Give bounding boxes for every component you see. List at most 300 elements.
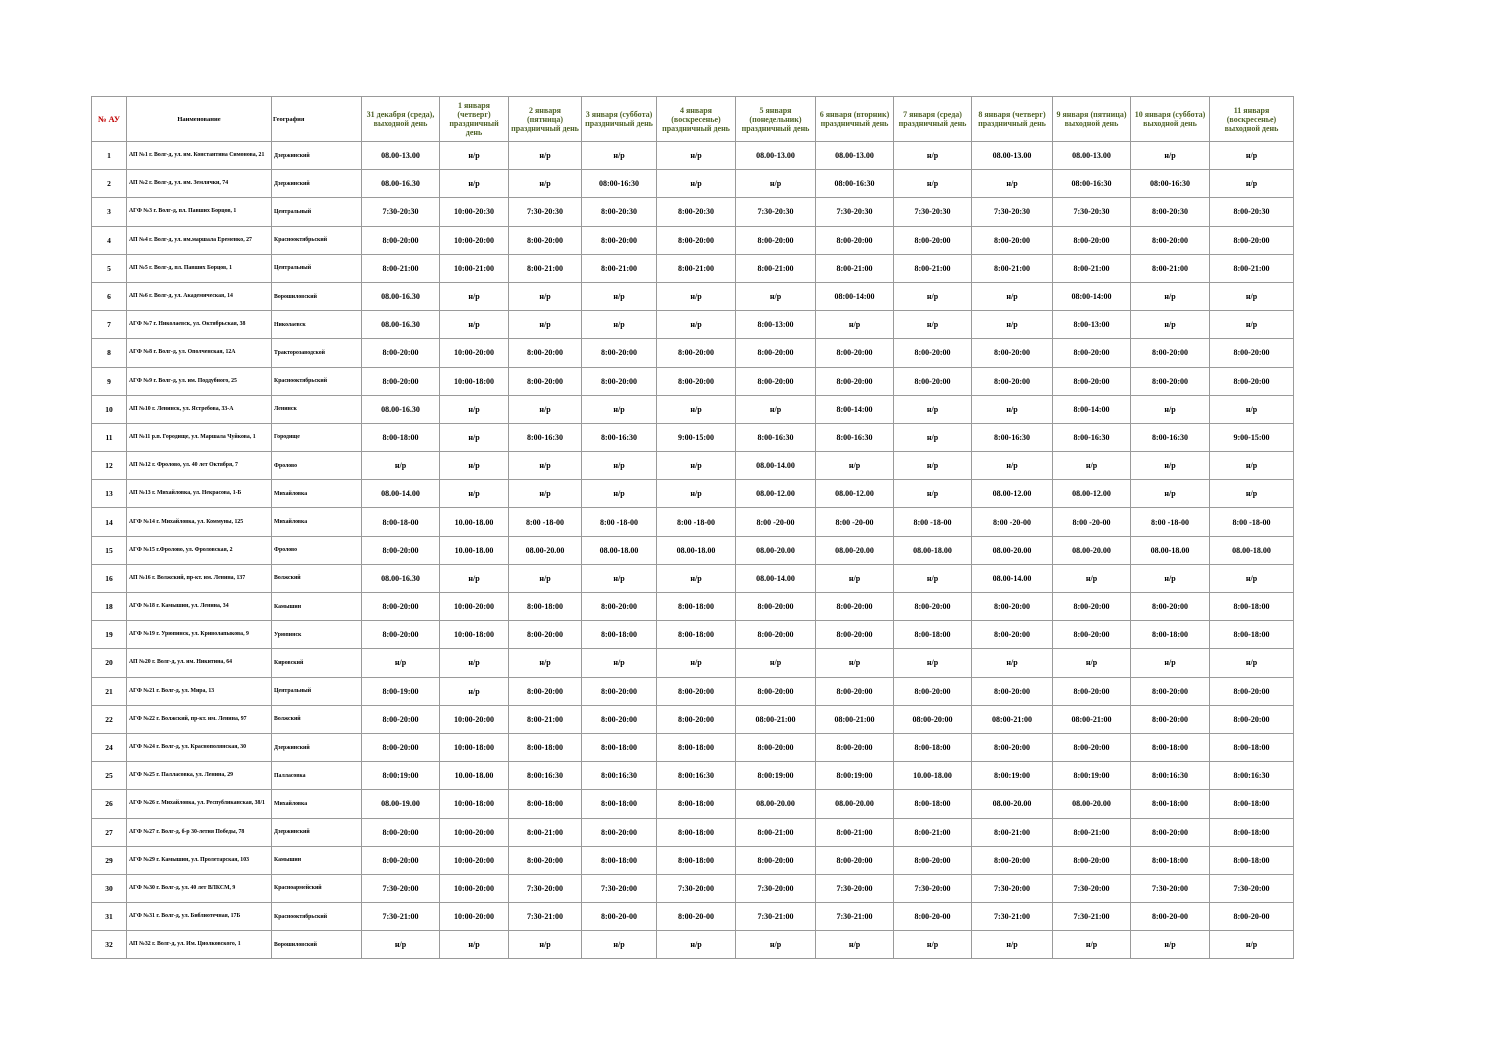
hours-cell: 8:00:19:00 [1053,762,1131,790]
row-number: 13 [92,480,127,508]
hours-cell: н/р [582,452,657,480]
hours-cell: н/р [1210,395,1294,423]
hours-cell: 8:00-20:00 [894,846,972,874]
hours-cell: 8:00-20:00 [1131,226,1210,254]
hours-cell: 9:00-15:00 [1210,423,1294,451]
hours-cell: н/р [582,395,657,423]
pharmacy-name: АГФ №31 г. Волг-д, ул. Библиотечная, 17Б [127,903,272,931]
hours-cell: 8:00-20:00 [1210,677,1294,705]
header-day: 4 января (воскресенье) праздничный день [657,97,736,142]
hours-cell: 8:00-20:00 [582,677,657,705]
hours-cell: 8:00-21:00 [972,818,1053,846]
hours-cell: 8:00-18:00 [1131,790,1210,818]
hours-cell: 8:00-20:00 [736,226,816,254]
hours-cell: н/р [894,564,972,592]
hours-cell: н/р [362,649,440,677]
hours-cell: 8:00 -20-00 [1053,508,1131,536]
hours-cell: 8:00-20:00 [509,677,582,705]
hours-cell: 9:00-15:00 [657,423,736,451]
row-number: 12 [92,452,127,480]
hours-cell: н/р [972,649,1053,677]
hours-cell: н/р [509,564,582,592]
hours-cell: 8:00:16:30 [1131,762,1210,790]
row-number: 31 [92,903,127,931]
hours-cell: 8:00-20-00 [1131,903,1210,931]
hours-cell: 8:00-21:00 [894,254,972,282]
hours-cell: 8:00-20:00 [972,846,1053,874]
hours-cell: 8:00-20:00 [362,593,440,621]
hours-cell: 8:00-20:00 [1131,339,1210,367]
district: Фролово [272,536,362,564]
hours-cell: 8:00-20:30 [582,198,657,226]
hours-cell: н/р [894,170,972,198]
hours-cell: 08.00-20.00 [1053,536,1131,564]
hours-cell: 8:00-18:00 [657,593,736,621]
hours-cell: н/р [1131,311,1210,339]
pharmacy-name: АП №10 г. Ленинск, ул. Ястребова, 33-А [127,395,272,423]
district: Краснооктябрьский [272,903,362,931]
hours-cell: 08:00-21:00 [972,705,1053,733]
hours-cell: н/р [440,395,509,423]
hours-cell: 08.00-12.00 [972,480,1053,508]
hours-cell: 8:00-20:00 [972,226,1053,254]
hours-cell: 7:30-20:00 [657,874,736,902]
district: Краснооктябрьский [272,226,362,254]
table-row [92,677,1294,705]
hours-cell: 8:00-20:30 [1210,198,1294,226]
pharmacy-name: АП №1 г. Волг-д, ул. им. Константина Симонова, 21 [127,142,272,170]
hours-cell: 8:00-13:00 [1053,311,1131,339]
hours-cell: 8:00-20:00 [736,339,816,367]
hours-cell: 8:00-20:00 [1053,677,1131,705]
hours-cell: н/р [509,170,582,198]
hours-cell: 08:00-16:30 [582,170,657,198]
header-num: № АУ [92,97,127,142]
hours-cell: 8:00-14:00 [816,395,894,423]
hours-cell: 8:00-18:00 [362,423,440,451]
hours-cell: 08.00-16.30 [362,311,440,339]
hours-cell: н/р [894,452,972,480]
hours-cell: 8:00-20:00 [362,846,440,874]
hours-cell: 8:00-18:00 [1210,818,1294,846]
hours-cell: 8:00-18:00 [1131,733,1210,761]
hours-cell: н/р [972,170,1053,198]
hours-cell: 8:00:16:30 [582,762,657,790]
hours-cell: 8:00-20:00 [816,226,894,254]
hours-cell: н/р [509,480,582,508]
hours-cell: 8:00-20:00 [657,705,736,733]
hours-cell: 8:00-18:00 [1210,790,1294,818]
hours-cell: 8:00-20:00 [1053,339,1131,367]
hours-cell: 8:00:19:00 [816,762,894,790]
hours-cell: 8:00-20:00 [736,593,816,621]
hours-cell: 08.00-20.00 [972,790,1053,818]
hours-cell: 7:30-20:30 [972,198,1053,226]
hours-cell: 7:30-21:00 [362,903,440,931]
district: Дзержинский [272,818,362,846]
hours-cell: н/р [509,395,582,423]
hours-cell: н/р [509,282,582,310]
pharmacy-name: АП №20 г. Волг-д, ул. им. Никитина, 64 [127,649,272,677]
hours-cell: 8:00-16:30 [972,423,1053,451]
hours-cell: 8:00-18:00 [657,733,736,761]
hours-cell: 8:00-20:00 [816,593,894,621]
hours-cell: 8:00-20:00 [509,226,582,254]
hours-cell: 8:00-20:00 [1131,593,1210,621]
pharmacy-name: АГФ №9 г. Волг-д, ул. им. Поддубного, 25 [127,367,272,395]
hours-cell: 10:00-21:00 [440,254,509,282]
hours-cell: 8:00-21:00 [894,818,972,846]
table-row [92,142,1294,170]
table-header [92,97,1294,142]
hours-cell: 8:00-20:00 [1053,367,1131,395]
table-row [92,198,1294,226]
hours-cell: 10.00-18.00 [440,508,509,536]
hours-cell: 8:00-21:00 [816,254,894,282]
district: Ворошиловский [272,282,362,310]
hours-cell: 08.00-13.00 [816,142,894,170]
hours-cell: н/р [894,311,972,339]
district: Николаевск [272,311,362,339]
hours-cell: 10:00-20:00 [440,818,509,846]
table-row [92,254,1294,282]
district: Центральный [272,677,362,705]
hours-cell: 8:00:16:30 [509,762,582,790]
hours-cell: н/р [509,649,582,677]
district: Палласовка [272,762,362,790]
district: Дзержинский [272,142,362,170]
schedule-table [91,96,1294,959]
row-number: 15 [92,536,127,564]
hours-cell: н/р [736,170,816,198]
hours-cell: 8:00-21:00 [657,254,736,282]
hours-cell: 10:00-20:00 [440,339,509,367]
hours-cell: 8:00-18:00 [582,846,657,874]
hours-cell: н/р [1131,649,1210,677]
hours-cell: 8:00-20:00 [362,339,440,367]
hours-cell: 8:00-20:00 [894,339,972,367]
hours-cell: 08:00-21:00 [736,705,816,733]
table-row [92,452,1294,480]
hours-cell: 8:00-21:00 [1053,818,1131,846]
hours-cell: 8:00-20:00 [1053,226,1131,254]
pharmacy-name: АГФ №24 г. Волг-д, ул. Краснополянская, 30 [127,733,272,761]
hours-cell: 10:00-18:00 [440,367,509,395]
hours-cell: 10:00-18:00 [440,621,509,649]
hours-cell: 8:00-20:00 [657,677,736,705]
hours-cell: 8:00-21:00 [972,254,1053,282]
pharmacy-name: АГФ №27 г. Волг-д, б-р 30-летия Победы, 78 [127,818,272,846]
row-number: 2 [92,170,127,198]
table-row [92,226,1294,254]
pharmacy-name: АГФ №3 г. Волг-д, пл. Павших Борцов, 1 [127,198,272,226]
hours-cell: 08.00-16.30 [362,282,440,310]
hours-cell: 8:00-16:30 [736,423,816,451]
hours-cell: н/р [1210,282,1294,310]
hours-cell: 8:00-20:00 [736,733,816,761]
pharmacy-name: АГФ №19 г. Урюпинск, ул. Криволапыкова, 9 [127,621,272,649]
table-row [92,282,1294,310]
district: Волжский [272,705,362,733]
hours-cell: 8:00-20:00 [1210,226,1294,254]
hours-cell: 8:00-18:00 [1210,846,1294,874]
hours-cell: н/р [582,931,657,959]
hours-cell: 10:00-20:00 [440,593,509,621]
district: Урюпинск [272,621,362,649]
table-row [92,649,1294,677]
hours-cell: 10:00-18:00 [440,790,509,818]
hours-cell: 8:00-20:00 [362,733,440,761]
hours-cell: 8:00-20:00 [362,621,440,649]
hours-cell: 8:00-20:00 [657,339,736,367]
header-day: 6 января (вторник) праздничный день [816,97,894,142]
hours-cell: 08.00-12.00 [736,480,816,508]
hours-cell: 8:00-20:00 [582,705,657,733]
hours-cell: 8:00:16:30 [1210,762,1294,790]
hours-cell: 8:00-20:00 [736,367,816,395]
hours-cell: 8:00-20:00 [362,367,440,395]
hours-cell: н/р [816,311,894,339]
hours-cell: 8:00-20:00 [816,733,894,761]
district: Ворошиловский [272,931,362,959]
hours-cell: 8:00-18:00 [894,790,972,818]
hours-cell: 10:00-20:00 [440,226,509,254]
hours-cell: 08.00-16.30 [362,395,440,423]
hours-cell: н/р [440,423,509,451]
hours-cell: н/р [657,564,736,592]
hours-cell: 8:00-21:00 [582,254,657,282]
hours-cell: н/р [1210,649,1294,677]
hours-cell: 7:30-20:00 [509,874,582,902]
hours-cell: 7:30-21:00 [1053,903,1131,931]
hours-cell: 7:30-21:00 [816,903,894,931]
hours-cell: 8:00-18:00 [1210,621,1294,649]
hours-cell: 8:00-20:00 [972,339,1053,367]
hours-cell: н/р [1131,142,1210,170]
hours-cell: 8:00-20:00 [362,536,440,564]
district: Фролово [272,452,362,480]
hours-cell: 8:00-20:00 [657,226,736,254]
hours-cell: н/р [657,480,736,508]
header-geo: География [272,97,362,142]
hours-cell: 8:00-20:00 [1131,705,1210,733]
hours-cell: 08.00-20.00 [509,536,582,564]
hours-cell: 8:00-20:00 [582,226,657,254]
district: Камышин [272,846,362,874]
hours-cell: 8:00-18:00 [582,733,657,761]
hours-cell: 8:00-20:00 [972,367,1053,395]
hours-cell: 08.00-20.00 [736,790,816,818]
hours-cell: 8:00-18:00 [1131,621,1210,649]
hours-cell: 8:00-19:00 [362,677,440,705]
hours-cell: 7:30-20:00 [894,874,972,902]
hours-cell: н/р [1053,452,1131,480]
hours-cell: 8:00-20:00 [894,593,972,621]
hours-cell: 10.00-18.00 [440,536,509,564]
row-number: 18 [92,593,127,621]
hours-cell: н/р [894,395,972,423]
hours-cell: 8:00-20:00 [816,677,894,705]
hours-cell: 08.00-14.00 [972,564,1053,592]
hours-cell: 8:00 -20-00 [972,508,1053,536]
row-number: 7 [92,311,127,339]
pharmacy-name: АП №32 г. Волг-д, ул. Им. Циолковского, 1 [127,931,272,959]
district: Красноармейский [272,874,362,902]
hours-cell: 8:00-20:00 [816,621,894,649]
hours-cell: 8:00-18:00 [657,790,736,818]
hours-cell: 8:00 -18-00 [509,508,582,536]
hours-cell: н/р [1210,170,1294,198]
hours-cell: 7:30-20:00 [736,874,816,902]
hours-cell: 7:30-21:00 [509,903,582,931]
hours-cell: 08.00-19.00 [362,790,440,818]
district: Дзержинский [272,170,362,198]
header-day: 8 января (четверг) праздничный день [972,97,1053,142]
hours-cell: 08.00-16.30 [362,564,440,592]
hours-cell: 08.00-13.00 [736,142,816,170]
hours-cell: 7:30-20:00 [362,874,440,902]
hours-cell: 8:00-20:00 [1053,846,1131,874]
hours-cell: 08:00-20:00 [894,705,972,733]
table-row [92,480,1294,508]
hours-cell: 7:30-20:00 [1131,874,1210,902]
hours-cell: 8:00-18-00 [362,508,440,536]
table-row [92,423,1294,451]
hours-cell: н/р [972,931,1053,959]
schedule-sheet [91,96,1294,959]
row-number: 16 [92,564,127,592]
row-number: 11 [92,423,127,451]
hours-cell: 8:00-20:00 [582,818,657,846]
hours-cell: 08.00-16.30 [362,170,440,198]
header-day: 10 января (суббота) выходной день [1131,97,1210,142]
hours-cell: 08.00-18.00 [657,536,736,564]
pharmacy-name: АГФ №8 г. Волг-д, ул. Ополченская, 12А [127,339,272,367]
hours-cell: н/р [1210,142,1294,170]
hours-cell: 8:00-18:00 [894,733,972,761]
hours-cell: н/р [440,142,509,170]
row-number: 5 [92,254,127,282]
hours-cell: 8:00-20-00 [1210,903,1294,931]
hours-cell: 8:00-16:30 [816,423,894,451]
district: Центральный [272,198,362,226]
table-row [92,762,1294,790]
hours-cell: 08.00-14.00 [736,564,816,592]
row-number: 29 [92,846,127,874]
hours-cell: 08.00-13.00 [1053,142,1131,170]
hours-cell: 8:00-14:00 [1053,395,1131,423]
table-row [92,621,1294,649]
hours-cell: н/р [1210,311,1294,339]
row-number: 14 [92,508,127,536]
hours-cell: н/р [440,282,509,310]
hours-cell: н/р [657,170,736,198]
hours-cell: н/р [894,649,972,677]
hours-cell: 8:00-20:00 [736,677,816,705]
hours-cell: 8:00-20:00 [582,339,657,367]
hours-cell: 8:00-20:00 [1053,733,1131,761]
hours-cell: н/р [1210,931,1294,959]
pharmacy-name: АГФ №30 г. Волг-д, ул. 40 лет ВЛКСМ, 9 [127,874,272,902]
hours-cell: 8:00-21:00 [362,254,440,282]
district: Тракторозаводской [272,339,362,367]
hours-cell: 8:00-20:00 [894,367,972,395]
table-row [92,508,1294,536]
row-number: 26 [92,790,127,818]
hours-cell: н/р [1210,564,1294,592]
hours-cell: 8:00-20:00 [736,621,816,649]
district: Волжский [272,564,362,592]
table-row [92,874,1294,902]
table-row [92,395,1294,423]
hours-cell: 8:00-20-00 [894,903,972,931]
table-row [92,705,1294,733]
hours-cell: 10:00-20:00 [440,903,509,931]
hours-cell: н/р [657,931,736,959]
row-number: 20 [92,649,127,677]
hours-cell: 8:00-20-00 [582,903,657,931]
row-number: 6 [92,282,127,310]
hours-cell: 7:30-20:00 [1210,874,1294,902]
district: Михайловка [272,480,362,508]
hours-cell: н/р [972,282,1053,310]
hours-cell: 08.00-20.00 [816,536,894,564]
header-day: 5 января (понедельник) праздничный день [736,97,816,142]
district: Михайловка [272,508,362,536]
pharmacy-name: АГФ №22 г. Волжский, пр-кт. им. Ленина, 97 [127,705,272,733]
hours-cell: 8:00-20:00 [657,367,736,395]
hours-cell: 08:00-21:00 [1053,705,1131,733]
table-row [92,564,1294,592]
hours-cell: 8:00-20:00 [1053,593,1131,621]
table-row [92,931,1294,959]
hours-cell: 08:00-16:30 [1131,170,1210,198]
hours-cell: 7:30-20:00 [972,874,1053,902]
hours-cell: 7:30-20:30 [816,198,894,226]
hours-cell: н/р [736,931,816,959]
hours-cell: н/р [736,282,816,310]
hours-cell: 8:00:19:00 [736,762,816,790]
hours-cell: 08:00-16:30 [816,170,894,198]
hours-cell: 8:00-20:30 [657,198,736,226]
hours-cell: 08.00-18.00 [582,536,657,564]
hours-cell: 8:00-20:00 [894,226,972,254]
hours-cell: н/р [440,677,509,705]
hours-cell: н/р [894,282,972,310]
hours-cell: н/р [582,649,657,677]
hours-cell: 08:00-16:30 [1053,170,1131,198]
hours-cell: н/р [894,142,972,170]
hours-cell: 7:30-20:30 [1053,198,1131,226]
header-day: 31 декабря (среда), выходной день [362,97,440,142]
hours-cell: 8:00-20:00 [972,677,1053,705]
district: Камышин [272,593,362,621]
hours-cell: 8:00-18:00 [582,790,657,818]
hours-cell: н/р [509,311,582,339]
row-number: 30 [92,874,127,902]
hours-cell: н/р [440,931,509,959]
district: Центральный [272,254,362,282]
row-number: 8 [92,339,127,367]
hours-cell: 08.00-14.00 [736,452,816,480]
hours-cell: 8:00 -18-00 [1131,508,1210,536]
hours-cell: н/р [816,564,894,592]
hours-cell: 8:00-20:00 [1131,818,1210,846]
hours-cell: н/р [509,142,582,170]
row-number: 4 [92,226,127,254]
pharmacy-name: АП №4 г. Волг-д, ул. им.маршала Еременко, 27 [127,226,272,254]
hours-cell: н/р [582,564,657,592]
